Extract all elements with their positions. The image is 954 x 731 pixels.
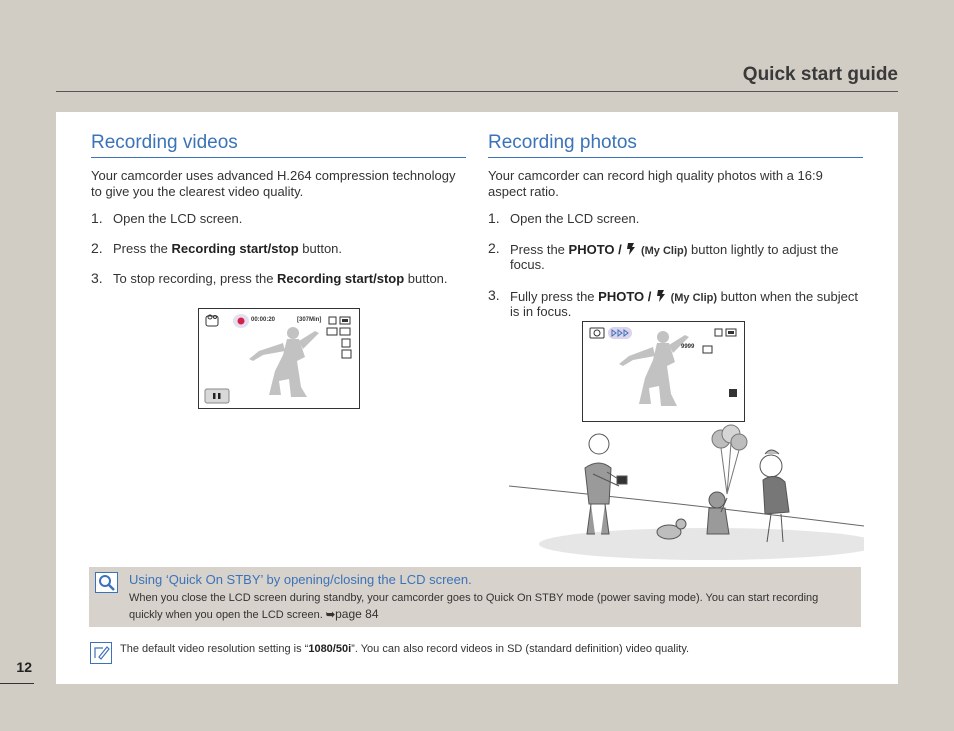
video-step-3 xyxy=(91,272,466,286)
photo-step-1 xyxy=(488,212,863,226)
header-rule xyxy=(56,91,898,92)
recording-videos-intro: Your camcorder uses advanced H.264 compression technology to give you the clearest video quality. xyxy=(91,168,456,199)
my-clip-label: (My Clip) xyxy=(640,245,688,257)
stabilizer-icon xyxy=(342,339,350,347)
tip-body: When you close the LCD screen during standby, your camcorder goes to Quick On STBY mode (power saving mode). You can start recording quickly when you open the LCD screen. xyxy=(129,592,819,621)
recording-time: 00:00:20 xyxy=(251,317,276,323)
photo-step-3 xyxy=(488,289,863,319)
storage-icon xyxy=(329,317,336,324)
recording-start-stop-label: Recording start/stop xyxy=(171,241,299,256)
step-text: Open the LCD screen. xyxy=(510,211,640,226)
step-number: 1. xyxy=(91,210,103,226)
step-text-post: button. xyxy=(404,271,448,286)
note-text xyxy=(120,643,689,655)
scene-icon xyxy=(206,315,218,326)
record-indicator-icon xyxy=(238,318,245,325)
photo-step-2 xyxy=(488,242,863,272)
tip-text xyxy=(129,590,829,623)
recording-photos-title: Recording photos xyxy=(488,132,863,158)
my-clip-icon xyxy=(625,242,637,256)
step-text-post: button. xyxy=(298,241,343,256)
photographer-figure xyxy=(585,434,627,534)
photo-button-label: PHOTO / xyxy=(568,242,626,257)
camera-mode-icon xyxy=(590,328,604,338)
step-text: Open the LCD screen. xyxy=(113,211,243,226)
remaining-time: [307Min] xyxy=(297,317,322,323)
tip-box xyxy=(89,567,861,627)
quality-icon xyxy=(340,328,350,335)
step-number: 2. xyxy=(91,240,103,256)
ground-line xyxy=(509,486,864,526)
recording-videos-title: Recording videos xyxy=(91,132,466,158)
photo-button-label: PHOTO / xyxy=(598,289,655,304)
note-post: ”. You can also record videos in SD (standard definition) video quality. xyxy=(351,643,690,655)
step-number: 2. xyxy=(488,240,500,256)
content-panel xyxy=(56,112,898,684)
child-figure xyxy=(707,492,729,534)
storage-icon xyxy=(715,329,722,336)
my-clip-icon xyxy=(655,289,667,303)
step-text-pre: Press the xyxy=(510,242,569,257)
recording-photos-intro: Your camcorder can record high quality photos with a 16:9 aspect ratio. xyxy=(488,168,823,199)
video-step-1 xyxy=(91,212,466,226)
recording-videos-section xyxy=(91,132,466,286)
photo-lcd-graphics xyxy=(583,322,744,421)
exposure-icon xyxy=(729,389,737,397)
step-text-pre: To stop recording, press the xyxy=(113,271,278,286)
recording-start-stop-label: Recording start/stop xyxy=(277,271,405,286)
note-pre: The default video resolution setting is “ xyxy=(120,643,309,655)
pause-button-icon xyxy=(205,389,229,403)
page-number-text: 12 xyxy=(16,659,32,675)
step-number: 3. xyxy=(488,287,500,303)
family-photo-illustration xyxy=(509,424,864,562)
video-step-2 xyxy=(91,242,466,256)
my-clip-label: (My Clip) xyxy=(670,292,718,304)
page-number xyxy=(0,652,34,684)
balloons-icon xyxy=(712,425,747,494)
photo-count: 9999 xyxy=(681,344,695,350)
step-number: 1. xyxy=(488,210,500,226)
magnifier-icon xyxy=(95,572,118,593)
person-silhouette-icon xyxy=(249,327,319,397)
step-text-post: button lightly to adjust the focus. xyxy=(510,242,839,272)
woman-figure xyxy=(760,450,789,542)
arrow-icon: ➥ xyxy=(325,609,336,621)
step-text-pre: Fully press the xyxy=(510,289,599,304)
page-reference-link[interactable]: page 84 xyxy=(335,607,379,621)
header-title: Quick start guide xyxy=(742,64,898,85)
tip-title: Using ‘Quick On STBY’ by opening/closing the LCD screen. xyxy=(129,572,472,587)
video-lcd-screen xyxy=(198,308,360,409)
step-text-post: button when the subject is in focus. xyxy=(510,289,858,319)
step-text-pre: Press the xyxy=(113,241,172,256)
video-lcd-graphics xyxy=(199,309,359,408)
resolution-icon xyxy=(327,328,337,335)
note-resolution: 1080/50i xyxy=(308,643,352,655)
photo-lcd-screen xyxy=(582,321,745,422)
mode-icon xyxy=(342,350,351,358)
person-silhouette-icon xyxy=(619,331,689,406)
recording-photos-section xyxy=(488,132,863,319)
note-pencil-icon xyxy=(90,642,112,664)
step-number: 3. xyxy=(91,270,103,286)
photo-size-icon xyxy=(703,346,712,353)
